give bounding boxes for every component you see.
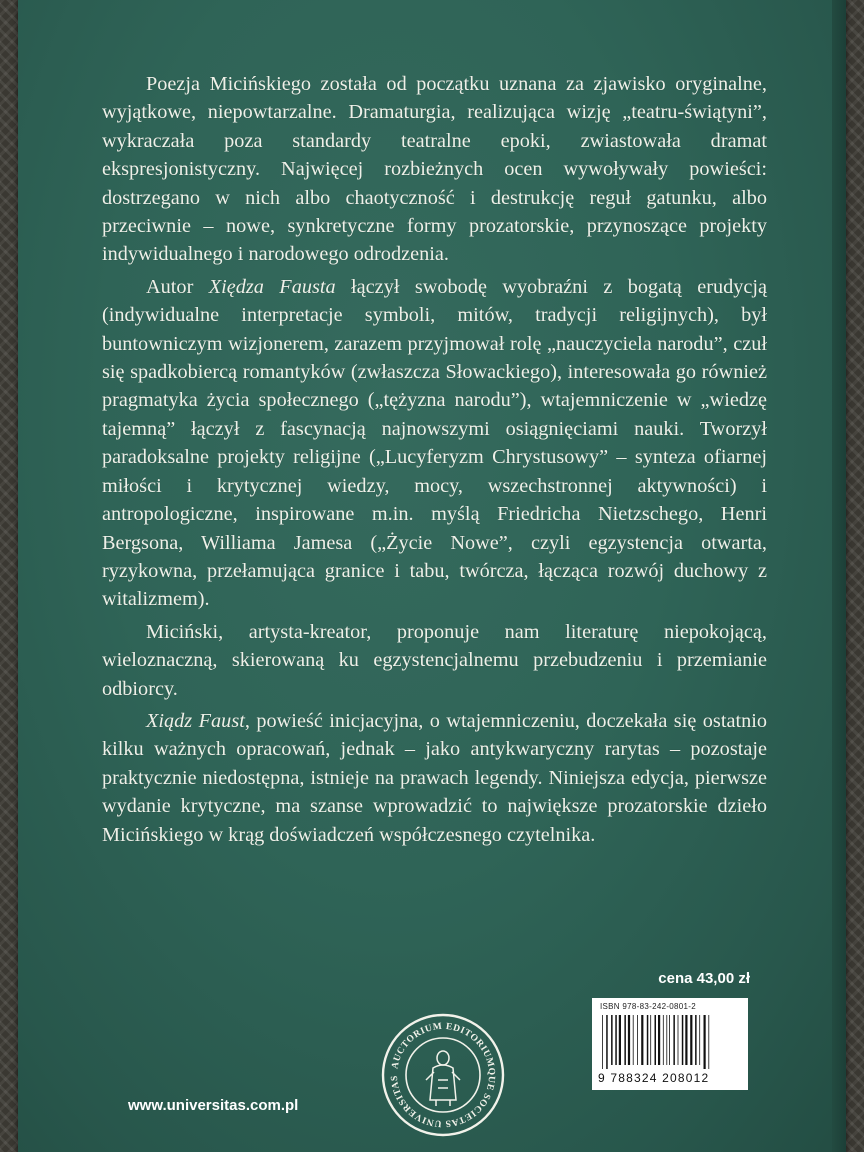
paragraph-text: Poezja Micińskiego została od początku uznana za zjawisko oryginalne, wyjątkowe, niepowtarzalne. Dramaturgia, realizująca wizję „teatru-świątyni”, wykraczała poza standardy teatralne epoki, zwiastowała dramat ekspresjonistyczny. Najwięcej rozbieżnych ocen wywoływały powieści: dostrzegano w nich albo chaotyczność i destrukcję reguł gatunku, albo przeciwnie – nowe, synkretyczne formy prozatorskie, przynoszące projekty indywidualnego i narodowego odrodzenia. [102, 73, 767, 266]
svg-text:AUCTORIUM EDITORIUMQUE SOCIETA: AUCTORIUM EDITORIUMQUE SOCIETAS UNIVERSITAS [389, 1021, 497, 1129]
barcode-bar [650, 1015, 651, 1065]
barcode-bar [669, 1015, 670, 1065]
barcode-bar [663, 1015, 664, 1065]
barcode-bar [658, 1015, 660, 1065]
isbn-label: ISBN 978-83-242-0801-2 [600, 1002, 696, 1011]
barcode-bar [641, 1015, 643, 1065]
book-title-italic: Xiądz Faust [146, 709, 245, 732]
barcode-sticker [592, 998, 748, 1090]
barcode-bar [619, 1015, 621, 1065]
barcode-bar [690, 1015, 692, 1065]
blurb-paragraph [102, 618, 767, 703]
barcode-bar [682, 1015, 684, 1065]
barcode-bar [666, 1015, 667, 1065]
barcode-bars [600, 1015, 740, 1069]
publisher-seal-logo [378, 1010, 508, 1140]
barcode-bar [606, 1015, 608, 1069]
seal-emblem-icon [426, 1051, 460, 1106]
paragraph-text: Miciński, artysta-kreator, proponuje nam literaturę niepokojącą, wieloznaczną, skierowaną ku egzystencjalnemu przebudzeniu i przemianie odbiorcy. [102, 620, 767, 700]
price-label: cena 43,00 zł [658, 970, 750, 987]
cover-edge [832, 0, 846, 1152]
blurb-paragraph [102, 707, 767, 849]
barcode-bar [647, 1015, 649, 1065]
barcode-bar [678, 1015, 679, 1065]
barcode-bar [637, 1015, 638, 1065]
barcode-bar [602, 1015, 603, 1069]
barcode-bar [704, 1015, 706, 1069]
barcode-bar [699, 1015, 700, 1065]
barcode-bar [615, 1015, 617, 1065]
barcode-bar [611, 1015, 613, 1065]
paragraph-text: , powieść inicjacyjna, o wtajemniczeniu, doczekała się ostatnio kilku ważnych opracowań, jednak – jako antykwaryczny rarytas – pozostaje praktycznie niedostępna, istnieje na prawach legendy. Niniejsza edycja, pierwsze wydanie krytyczne, ma szanse wprowadzić to największe prozatorskie dzieło Micińskiego w krąg doświadczeń współczesnego czytelnika. [102, 709, 768, 846]
barcode-bar [628, 1015, 630, 1065]
barcode-digits: 9 788324 208012 [598, 1071, 710, 1085]
barcode-bar [695, 1015, 697, 1065]
barcode-bar [624, 1015, 626, 1065]
publisher-website-link[interactable]: www.universitas.com.pl [128, 1097, 299, 1114]
barcode-bar [708, 1015, 709, 1069]
paragraph-text: łączył swobodę wyobraźni z bogatą erudycją (indywidualne interpretacje symboli, mitów, tradycji religijnych), był buntowniczym wizjonerem, zarazem przyjmował rolę „nauczyciela narodu”, czuł się spadkobiercą romantyków (zwłaszcza Słowackiego), interesowała go również pragmatyka życia społecznego („tężyzna narodu”), wtajemniczenie w „wiedzę tajemną” łączył z fascynacją najnowszymi osiągnięciami nauki. Tworzył paradoksalne projekty religijne („Lucyferyzm Chrystusowy” – synteza ofiarnej miłości i krytycznej wiedzy, mocy, wszechstronnej aktywności) i antropologiczne, inspirowane m.in. myślą Friedricha Nietzschego, Henri Bergsona, Williama Jamesa („Życie Nowe”, czyli egzystencja otwarta, ryzykowna, przełamująca granice i tabu, twórcza, łącząca rozwój duchowy z witalizmem). [102, 275, 768, 611]
blurb-paragraph [102, 70, 767, 269]
barcode-bar [685, 1015, 687, 1065]
barcode-bar [673, 1015, 675, 1065]
barcode-bar [633, 1015, 634, 1065]
barcode-bar [655, 1015, 657, 1065]
blurb-text [102, 70, 767, 853]
blurb-paragraph [102, 273, 767, 614]
book-title-italic: Xiędza Fausta [208, 275, 336, 298]
paragraph-text: Autor [146, 275, 209, 298]
